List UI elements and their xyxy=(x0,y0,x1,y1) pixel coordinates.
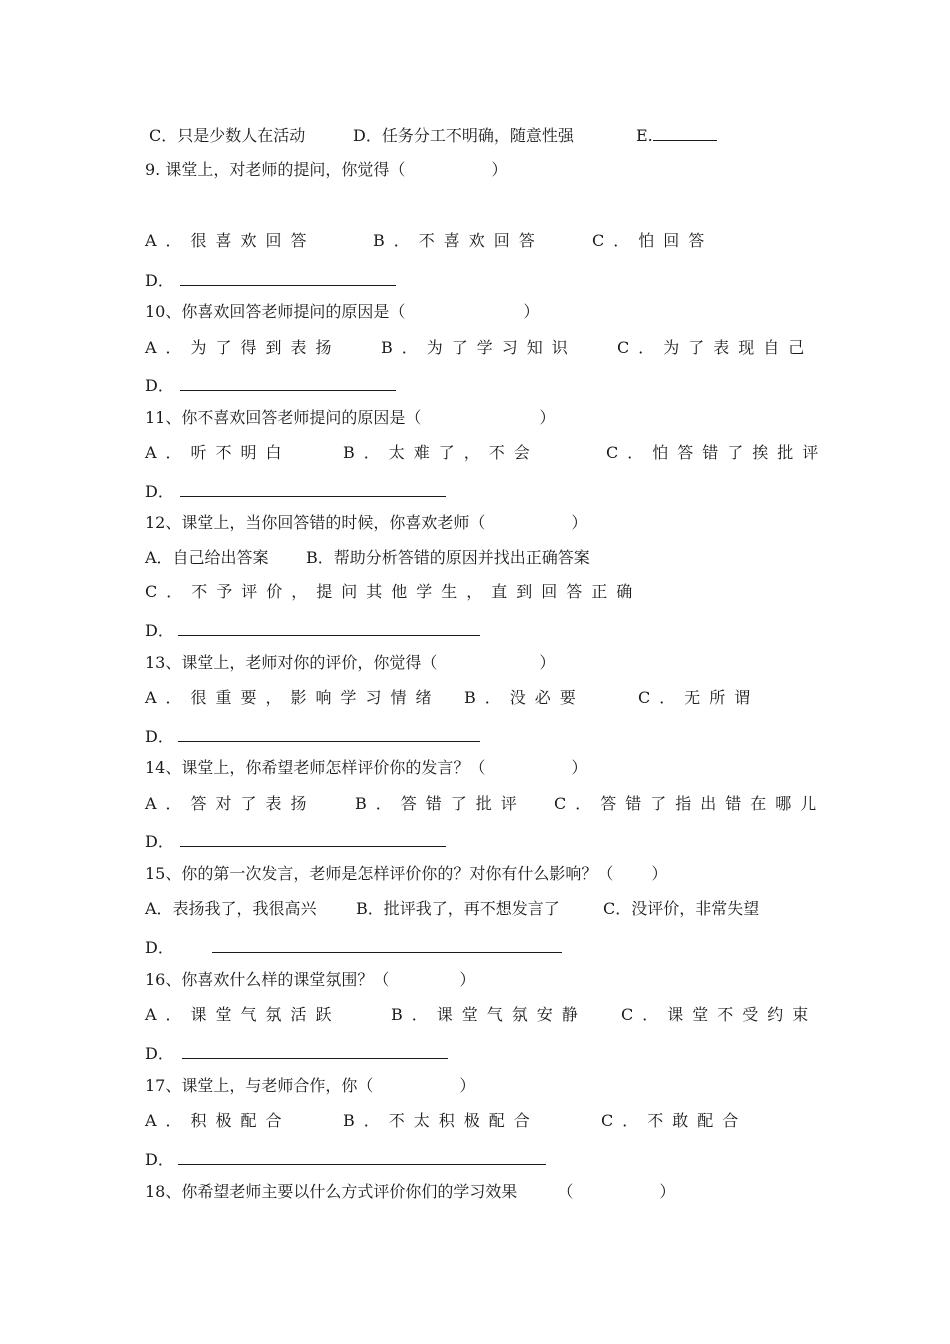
q11-option-d-blank[interactable] xyxy=(180,481,446,497)
q13-question-text: 13、课堂上，老师对你的评价，你觉得（ xyxy=(145,653,438,672)
q15-option-d xyxy=(145,937,562,958)
q14-question xyxy=(145,758,587,778)
q12-option-d-label: D． xyxy=(145,621,174,640)
q8-option-c: C．只是少数人在活动 xyxy=(149,126,306,145)
q15-option-b: B．批评我了，再不想发言了 xyxy=(356,899,560,918)
q9-options-row xyxy=(145,230,807,252)
q11-close-paren: ） xyxy=(539,408,556,427)
q12-question-text: 12、课堂上，当你回答错的时候，你喜欢老师（ xyxy=(145,513,486,532)
q17-option-d xyxy=(145,1149,546,1170)
q10-option-a: A．为了得到表扬 xyxy=(145,338,341,357)
q9-option-d xyxy=(145,270,396,291)
q13-option-b: B．没必要 xyxy=(464,688,585,707)
q16-question xyxy=(145,970,475,990)
q10-options-row xyxy=(145,337,814,359)
q17-question xyxy=(145,1076,475,1096)
q10-close-paren: ） xyxy=(523,302,540,321)
q8-options-row xyxy=(145,125,807,147)
q9-option-b: B．不喜欢回答 xyxy=(373,231,544,250)
q14-option-c: C．答错了指出错在哪儿 xyxy=(554,794,826,813)
q16-option-c: C．课堂不受约束 xyxy=(621,1005,818,1024)
q13-options-row xyxy=(145,687,807,709)
q9-question-text: 9. 课堂上，对老师的提问，你觉得（ xyxy=(145,160,406,179)
q13-option-d xyxy=(145,726,480,747)
q12-option-a: A．自己给出答案 xyxy=(145,548,269,567)
q18-question-text: 18、你希望老师主要以什么方式评价你们的学习效果 xyxy=(145,1182,518,1201)
q16-option-b: B．课堂气氛安静 xyxy=(391,1005,587,1024)
q10-question xyxy=(145,302,539,322)
q14-options-row xyxy=(145,793,826,815)
q15-question-text: 15、你的第一次发言，老师是怎样评价你的？对你有什么影响？（ xyxy=(145,864,614,883)
q17-options-row xyxy=(145,1110,807,1132)
q18-close-paren: ） xyxy=(659,1182,676,1201)
q15-close-paren: ） xyxy=(651,864,668,883)
q10-option-d xyxy=(145,375,396,396)
q12-close-paren: ） xyxy=(571,513,588,532)
q8-option-d: D．任务分工不明确，随意性强 xyxy=(353,126,574,145)
q11-question-text: 11、你不喜欢回答老师提问的原因是（ xyxy=(145,408,422,427)
q17-option-d-label: D． xyxy=(145,1150,174,1169)
q17-option-d-blank[interactable] xyxy=(178,1149,546,1165)
q17-option-b: B．不太积极配合 xyxy=(343,1111,539,1130)
q10-option-c: C．为了表现自己 xyxy=(617,338,814,357)
q11-options-row xyxy=(145,442,828,464)
q10-question-text: 10、你喜欢回答老师提问的原因是（ xyxy=(145,302,406,321)
q14-option-d-blank[interactable] xyxy=(180,831,446,847)
q17-close-paren: ） xyxy=(459,1076,476,1095)
q14-close-paren: ） xyxy=(571,758,588,777)
q17-question-text: 17、课堂上，与老师合作，你（ xyxy=(145,1076,374,1095)
q9-question xyxy=(145,160,507,180)
q15-option-a: A．表扬我了，我很高兴 xyxy=(145,899,317,918)
q8-option-e-label: E. xyxy=(636,126,653,145)
q11-option-d xyxy=(145,481,446,502)
q17-option-a: A．积极配合 xyxy=(145,1111,291,1130)
q13-option-d-blank[interactable] xyxy=(178,726,480,742)
q17-option-c: C．不敢配合 xyxy=(601,1111,748,1130)
q14-question-text: 14、课堂上，你希望老师怎样评价你的发言？（ xyxy=(145,758,486,777)
q11-option-a: A．听不明白 xyxy=(145,443,291,462)
q11-question xyxy=(145,408,555,428)
q14-option-b: B．答错了批评 xyxy=(355,794,526,813)
q9-option-d-blank[interactable] xyxy=(180,270,396,286)
q14-option-a: A．答对了表扬 xyxy=(145,794,316,813)
q14-option-d xyxy=(145,831,446,852)
q9-close-paren: ） xyxy=(491,160,508,179)
q15-question xyxy=(145,864,667,884)
q9-option-d-label: D． xyxy=(145,271,174,290)
q18-question xyxy=(145,1182,675,1202)
q18-open-paren: （ xyxy=(557,1182,574,1201)
q12-option-c: C．不予评价，提问其他学生，直到回答正确 xyxy=(145,582,642,601)
q12-question xyxy=(145,513,587,533)
q12-option-b: B．帮助分析答错的原因并找出正确答案 xyxy=(306,548,590,567)
q10-option-d-label: D． xyxy=(145,376,174,395)
q16-option-a: A．课堂气氛活跃 xyxy=(145,1005,341,1024)
q10-option-b: B．为了学习知识 xyxy=(381,338,577,357)
q15-options-row xyxy=(145,898,807,920)
q12-option-d-blank[interactable] xyxy=(178,620,480,636)
q15-option-c: C．没评价，非常失望 xyxy=(603,899,760,918)
q16-option-d-label: D． xyxy=(145,1044,174,1063)
q16-options-row xyxy=(145,1004,818,1026)
q15-option-d-label: D． xyxy=(145,938,174,957)
q13-option-a: A．很重要，影响学习情绪 xyxy=(145,688,441,707)
q12-options-row xyxy=(145,547,807,569)
q13-option-c: C．无所谓 xyxy=(638,688,760,707)
q16-option-d-blank[interactable] xyxy=(182,1043,448,1059)
q8-option-e-blank[interactable] xyxy=(653,125,717,141)
q10-option-d-blank[interactable] xyxy=(180,375,396,391)
q11-option-c: C．怕答错了挨批评 xyxy=(606,443,828,462)
q16-close-paren: ） xyxy=(459,970,476,989)
q8-option-e xyxy=(636,125,717,147)
q11-option-d-label: D． xyxy=(145,482,174,501)
q15-option-d-blank[interactable] xyxy=(212,937,562,953)
q9-option-c: C．怕回答 xyxy=(592,231,714,250)
q13-option-d-label: D． xyxy=(145,727,174,746)
q9-option-a: A．很喜欢回答 xyxy=(145,231,316,250)
q13-close-paren: ） xyxy=(539,653,556,672)
q12-option-d xyxy=(145,620,480,641)
q11-option-b: B．太难了，不会 xyxy=(343,443,539,462)
q13-question xyxy=(145,653,555,673)
q16-option-d xyxy=(145,1043,448,1064)
q16-question-text: 16、你喜欢什么样的课堂氛围？（ xyxy=(145,970,390,989)
q14-option-d-label: D． xyxy=(145,832,174,851)
